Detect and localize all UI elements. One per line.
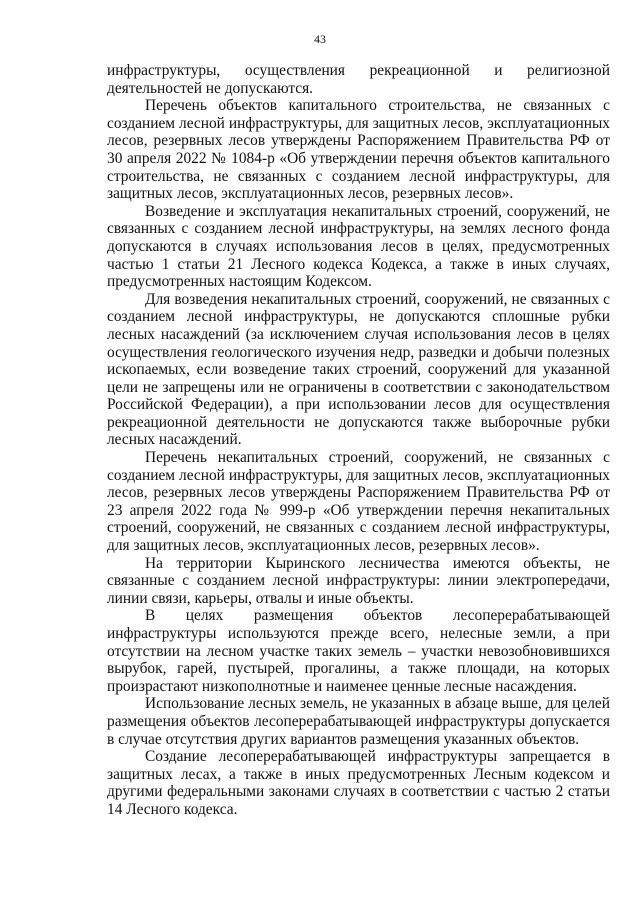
body-text <box>107 62 610 819</box>
paragraph-6: На территории Кыринского лесничества имеются объекты, не связанные с созданием лесной инфраструктуры: линии электропередачи, линии связи, карьеры, отвалы и иные объекты. <box>107 554 610 607</box>
paragraph-2: Перечень объектов капитального строительства, не связанных с созданием лесной инфраструктуры, для защитных лесов, эксплуатационных лесов, резервных лесов утверждены Распоряжением Правительства РФ от 30 апреля 2022 № 1084-р «Об утверждении перечня объектов капитального строительства, не связанных с созданием лесной инфраструктуры, для защитных лесов, эксплуатационных лесов, резервных лесов». <box>107 97 610 203</box>
paragraph-7: В целях размещения объектов лесоперерабатывающей инфраструктуры используются прежде всего, нелесные земли, а при отсутствии на лесном участке таких земель – участки невозобновившихся вырубок, гарей, пустырей, прогалины, а также площади, на которых произрастают низкополнотные и наименее ценные лесные насаждения. <box>107 607 610 695</box>
paragraph-1: инфраструктуры, осуществления рекреационной и религиозной деятельностей не допускаются. <box>107 62 610 97</box>
paragraph-4: Для возведения некапитальных строений, сооружений, не связанных с созданием лесной инфраструктуры, не допускаются сплошные рубки лесных насаждений (за исключением случая использования лесов в целях осуществления геологического изучения недр, разведки и добычи полезных ископаемых, если возведение таких строений, сооружений для указанной цели не запрещены или не ограничены в соответствии с законодательством Российской Федерации), а при использовании лесов для осуществления рекреационной деятельности не допускаются также выборочные рубки лесных насаждений. <box>107 290 610 449</box>
page-number: 43 <box>314 32 326 46</box>
paragraph-9: Создание лесоперерабатывающей инфраструктуры запрещается в защитных лесах, а также в иных предусмотренных Лесным кодексом и другими федеральными законами случаях в соответствии с частью 2 статьи 14 Лесного кодекса. <box>107 748 610 818</box>
paragraph-3: Возведение и эксплуатация некапитальных строений, сооружений, не связанных с созданием лесной инфраструктуры, на землях лесного фонда допускаются в случаях использования лесов в целях, предусмотренных частью 1 статьи 21 Лесного кодекса Кодекса, а также в иных случаях, предусмотренных настоящим Кодексом. <box>107 202 610 291</box>
paragraph-5: Перечень некапитальных строений, сооружений, не связанных с созданием лесной инфраструктуры, для защитных лесов, эксплуатационных лесов, резервных лесов утверждены Распоряжением Правительства РФ от 23 апреля 2022 года № 999-р «Об утверждении перечня некапитальных строений, сооружений, не связанных с созданием лесной инфраструктуры, для защитных лесов, эксплуатационных лесов, резервных лесов». <box>107 449 610 555</box>
paragraph-8: Использование лесных земель, не указанных в абзаце выше, для целей размещения объектов лесоперерабатывающей инфраструктуры допускается в случае отсутствия других вариантов размещения указанных объектов. <box>107 695 610 748</box>
